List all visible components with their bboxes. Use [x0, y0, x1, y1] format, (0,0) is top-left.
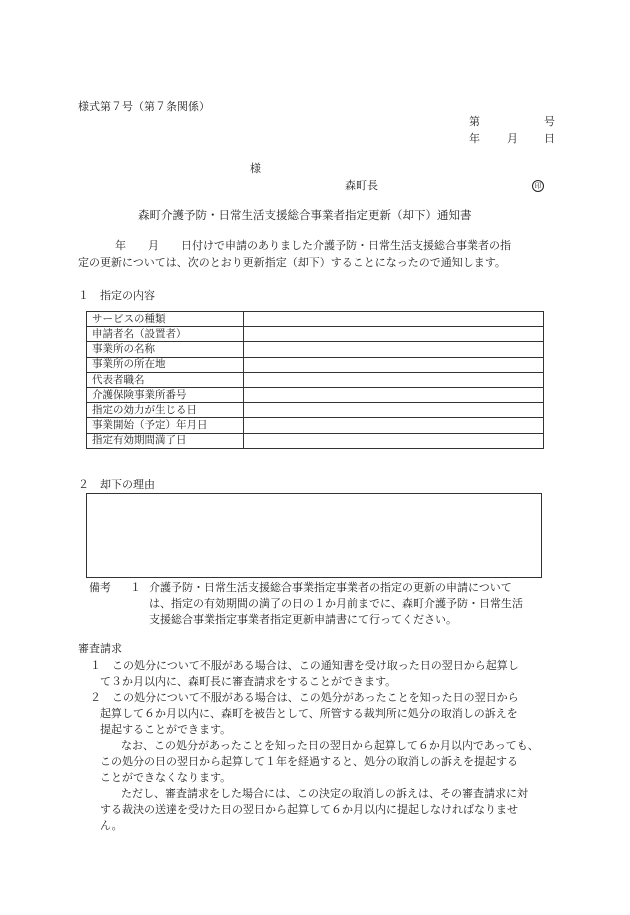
appeal-item-2-line-2: 起算して６か月以内に、森町を被告として、所管する裁判所に処分の取消しの訴えを	[100, 707, 518, 720]
appeal-item-2-line-1: この処分について不服がある場合は、この処分があったことを知った日の翌日から	[112, 691, 519, 704]
designation-row-label: 申請者名（設置者）	[87, 327, 244, 342]
appeal-item-2-line-3: 提起することができます。	[100, 723, 232, 736]
date-day-label: 日	[544, 132, 555, 145]
designation-row-value	[244, 387, 544, 402]
section-2-heading: ２ 却下の理由	[78, 478, 155, 491]
appeal-item-2-line-4: なお、この処分があったことを知った日の翌日から起算して６か月以内であっても、	[121, 739, 539, 752]
remarks-label: 備考	[89, 581, 111, 594]
designation-row	[87, 387, 544, 402]
appeal-item-1-line-1: この処分について不服がある場合は、この通知書を受け取った日の翌日から起算し	[112, 659, 519, 672]
remarks-line-2: は、指定の有効期間の満了の日の１か月前までに、森町介護予防・日常生活	[149, 597, 523, 610]
designation-row-value	[244, 418, 544, 433]
addressee-suffix: 様	[250, 162, 261, 175]
form-label: 様式第７号（第７条関係）	[78, 100, 210, 113]
intro-line-1: 年 月 日付けで申請のありました介護予防・日常生活支援総合事業者の指	[115, 239, 511, 252]
date-year-label: 年	[469, 132, 480, 145]
designation-row-value	[244, 312, 544, 327]
section-1-heading: １ 指定の内容	[78, 289, 155, 302]
designation-row	[87, 433, 544, 448]
appeal-item-2-line-7: ただし、審査請求をした場合には、この決定の取消しの訴えは、その審査請求に対	[121, 787, 528, 800]
designation-row-label: 事業所の名称	[87, 342, 244, 357]
date-month-label: 月	[507, 132, 518, 145]
appeal-heading: 審査請求	[78, 642, 122, 655]
remarks-number: １	[130, 581, 141, 594]
appeal-item-2-line-8: する裁決の送達を受けた日の翌日から起算して６か月以内に提起しなければなりませ	[100, 803, 518, 816]
sender-title: 森町長	[345, 179, 378, 192]
designation-row	[87, 372, 544, 387]
designation-row	[87, 342, 544, 357]
seal-mark	[532, 179, 544, 192]
designation-row-value	[244, 433, 544, 448]
designation-row-value	[244, 342, 544, 357]
designation-row-label: 介護保険事業所番号	[87, 387, 244, 402]
intro-line-2: 定の更新については、次のとおり更新指定（却下）することになったので通知します。	[78, 256, 506, 269]
seal-icon: 印	[532, 180, 544, 192]
designation-row-label: 指定有効期間満了日	[87, 433, 244, 448]
document-number-prefix: 第	[469, 115, 480, 128]
appeal-item-1-number: １	[90, 659, 101, 672]
appeal-item-2-line-9: ん。	[100, 819, 123, 832]
designation-row-value	[244, 403, 544, 418]
designation-row	[87, 403, 544, 418]
designation-row-label: 事業所の所在地	[87, 357, 244, 372]
designation-row	[87, 312, 544, 327]
designation-row-value	[244, 357, 544, 372]
appeal-item-1-line-2: て３か月以内に、森町長に審査請求をすることができます。	[100, 675, 397, 688]
designation-table	[86, 311, 544, 449]
document-number-suffix: 号	[544, 115, 555, 128]
appeal-item-2-line-6: ことができなくなります。	[100, 771, 232, 784]
designation-row	[87, 418, 544, 433]
designation-row	[87, 327, 544, 342]
designation-row-value	[244, 327, 544, 342]
appeal-item-2-line-5: この処分の日の翌日から起算して１年を経過すると、処分の取消しの訴えを提起する	[100, 755, 518, 768]
remarks-line-3: 支援総合事業指定事業者指定更新申請書にて行ってください。	[149, 613, 457, 626]
designation-row-label: 事業開始（予定）年月日	[87, 418, 244, 433]
rejection-reason-box	[86, 493, 542, 578]
designation-row	[87, 357, 544, 372]
designation-row-label: 指定の効力が生じる日	[87, 403, 244, 418]
remarks-line-1: 介護予防・日常生活支援総合事業指定事業者の指定の更新の申請について	[149, 581, 512, 594]
designation-row-value	[244, 372, 544, 387]
designation-row-label: サービスの種類	[87, 312, 244, 327]
designation-row-label: 代表者職名	[87, 372, 244, 387]
document-title: 森町介護予防・日常生活支援総合事業者指定更新（却下）通知書	[138, 208, 472, 222]
appeal-item-2-number: ２	[90, 691, 101, 704]
